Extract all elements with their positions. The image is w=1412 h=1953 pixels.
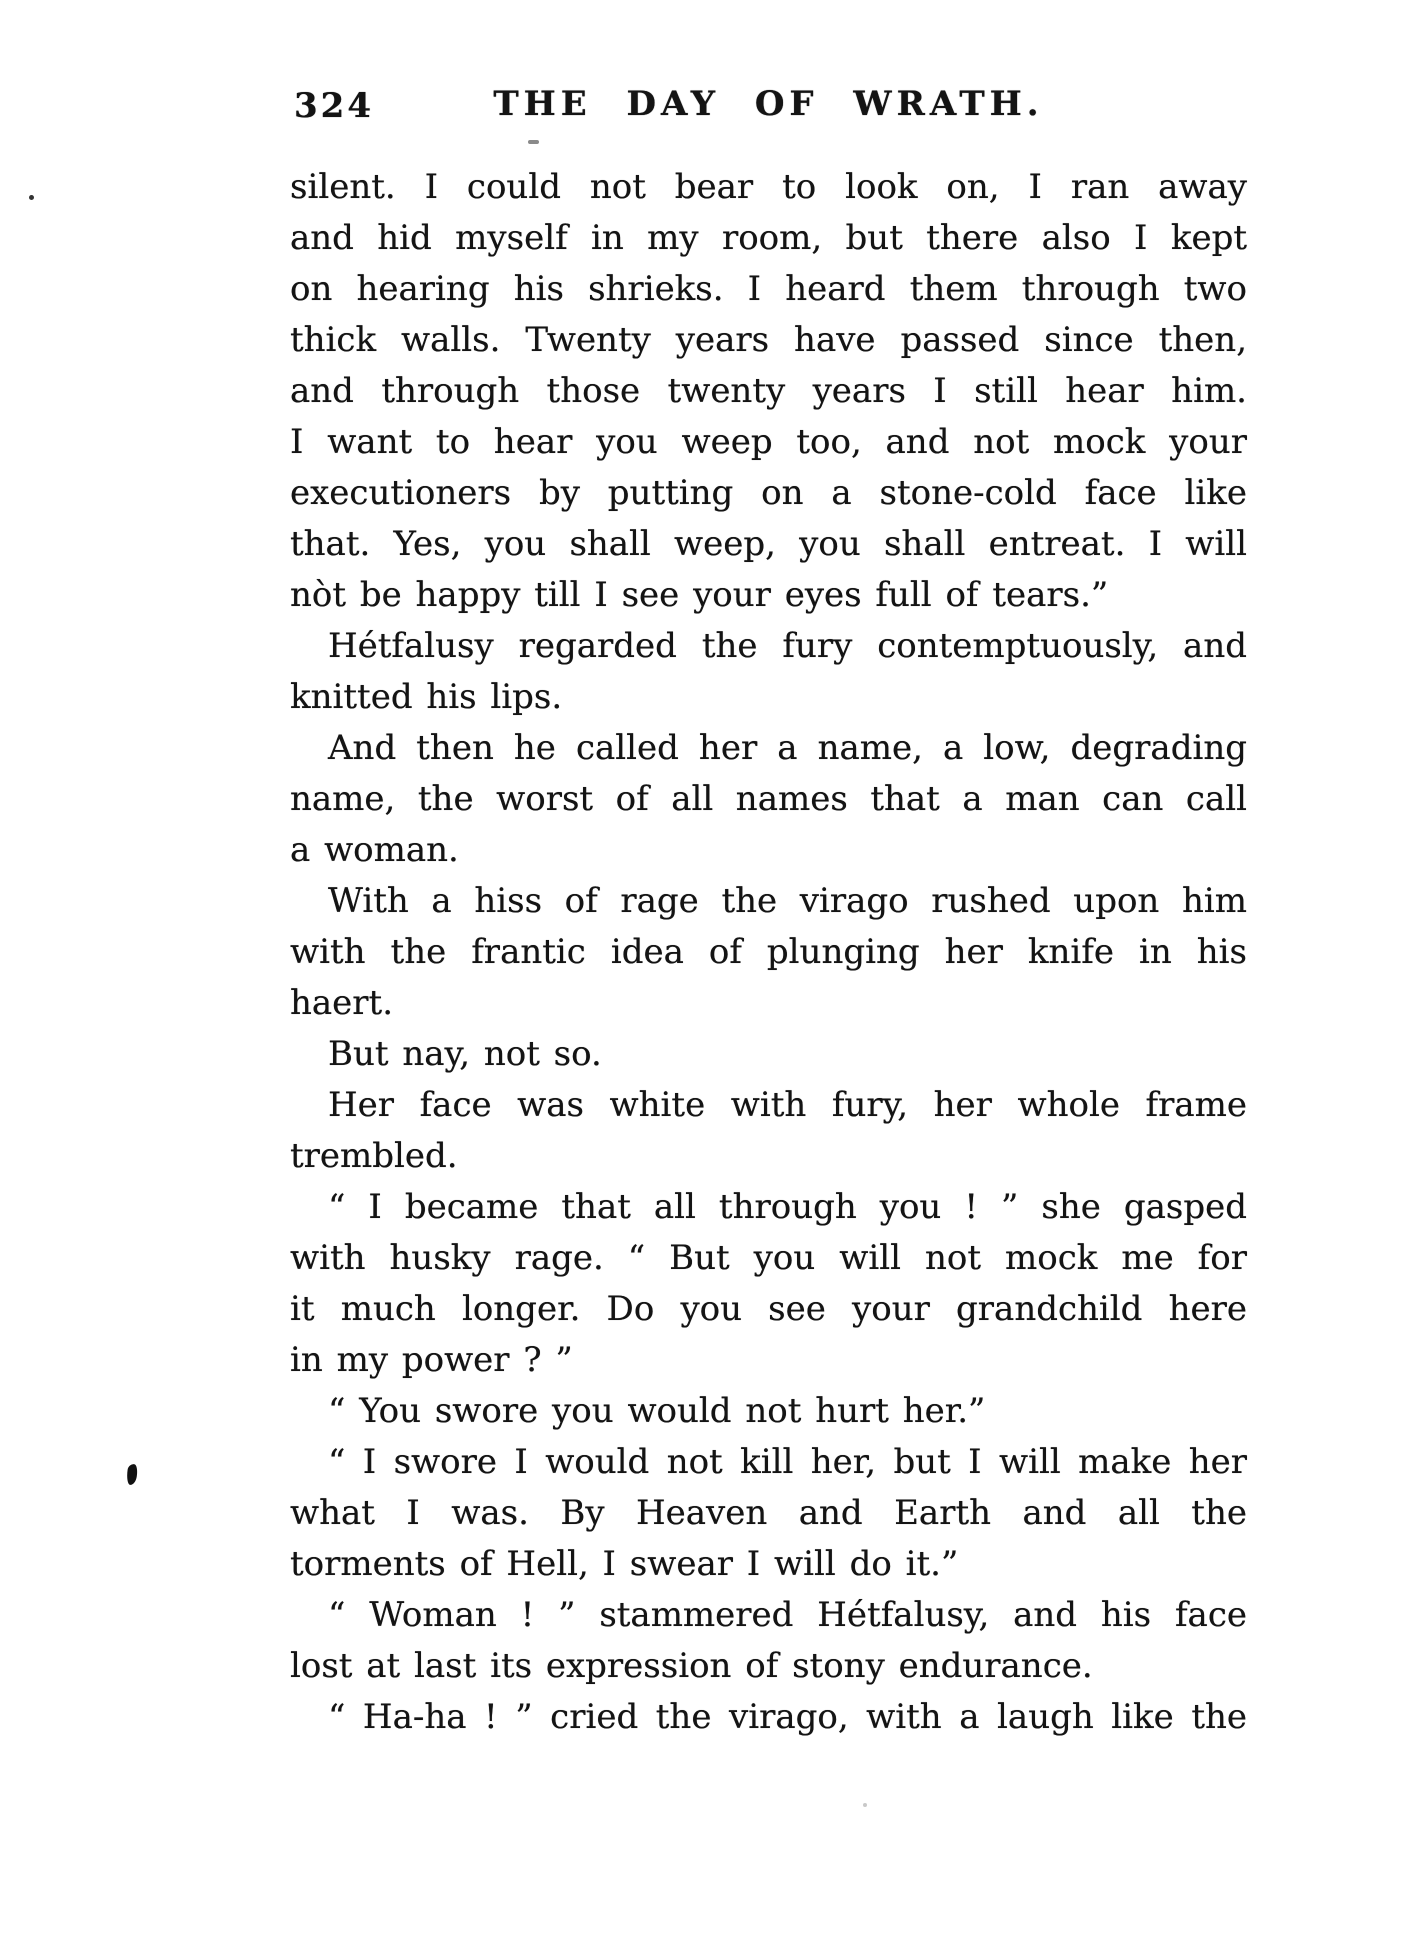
text-line: what I was. By Heaven and Earth and all the <box>290 1493 1247 1533</box>
ink-blot-left-margin <box>126 1463 139 1485</box>
ink-speck-bottom <box>863 1803 867 1807</box>
text-line: And then he called her a name, a low, degrading <box>328 728 1247 768</box>
ink-speck-under-title <box>528 140 539 144</box>
page-number: 324 <box>294 86 374 126</box>
text-line: haert. <box>290 983 394 1023</box>
text-line: Her face was white with fury, her whole frame <box>328 1085 1247 1125</box>
text-line: in my power ? ” <box>290 1340 573 1380</box>
text-line: with husky rage. “ But you will not mock me for <box>290 1238 1247 1278</box>
text-line: “ Ha-ha ! ” cried the virago, with a laugh like the <box>328 1697 1247 1737</box>
text-line: Hétfalusy regarded the fury contemptuously, and <box>328 626 1247 666</box>
text-line: lost at last its expression of stony endurance. <box>290 1646 1093 1686</box>
text-line: that. Yes, you shall weep, you shall entreat. I will <box>290 524 1247 564</box>
text-line: But nay, not so. <box>328 1034 602 1074</box>
text-line: silent. I could not bear to look on, I ran away <box>290 167 1247 207</box>
page-header <box>290 84 1247 128</box>
text-line: and through those twenty years I still hear him. <box>290 371 1247 411</box>
running-title: THE DAY OF WRATH. <box>493 84 1044 124</box>
text-line: name, the worst of all names that a man can call <box>290 779 1247 819</box>
text-line: torments of Hell, I swear I will do it.” <box>290 1544 959 1584</box>
text-line: “ You swore you would not hurt her.” <box>328 1391 986 1431</box>
text-line: “ Woman ! ” stammered Hétfalusy, and his face <box>328 1595 1247 1635</box>
text-line: I want to hear you weep too, and not mock your <box>290 422 1247 462</box>
text-line: thick walls. Twenty years have passed since then, <box>290 320 1247 360</box>
text-line: “ I became that all through you ! ” she gasped <box>328 1187 1247 1227</box>
text-line: a woman. <box>290 830 459 870</box>
text-line: trembled. <box>290 1136 458 1176</box>
text-line: “ I swore I would not kill her, but I will make her <box>328 1442 1247 1482</box>
text-line: and hid myself in my room, but there also I kept <box>290 218 1247 258</box>
ink-speck-top-left <box>29 195 34 200</box>
text-line: with the frantic idea of plunging her knife in his <box>290 932 1247 972</box>
text-line: knitted his lips. <box>290 677 563 717</box>
text-line: executioners by putting on a stone-cold face like <box>290 473 1247 513</box>
text-line: With a hiss of rage the virago rushed upon him <box>328 881 1247 921</box>
text-line: nòt be happy till I see your eyes full of tears.” <box>290 575 1109 615</box>
text-line: on hearing his shrieks. I heard them through two <box>290 269 1247 309</box>
text-line: it much longer. Do you see your grandchild here <box>290 1289 1247 1329</box>
text-column <box>290 162 1247 1743</box>
